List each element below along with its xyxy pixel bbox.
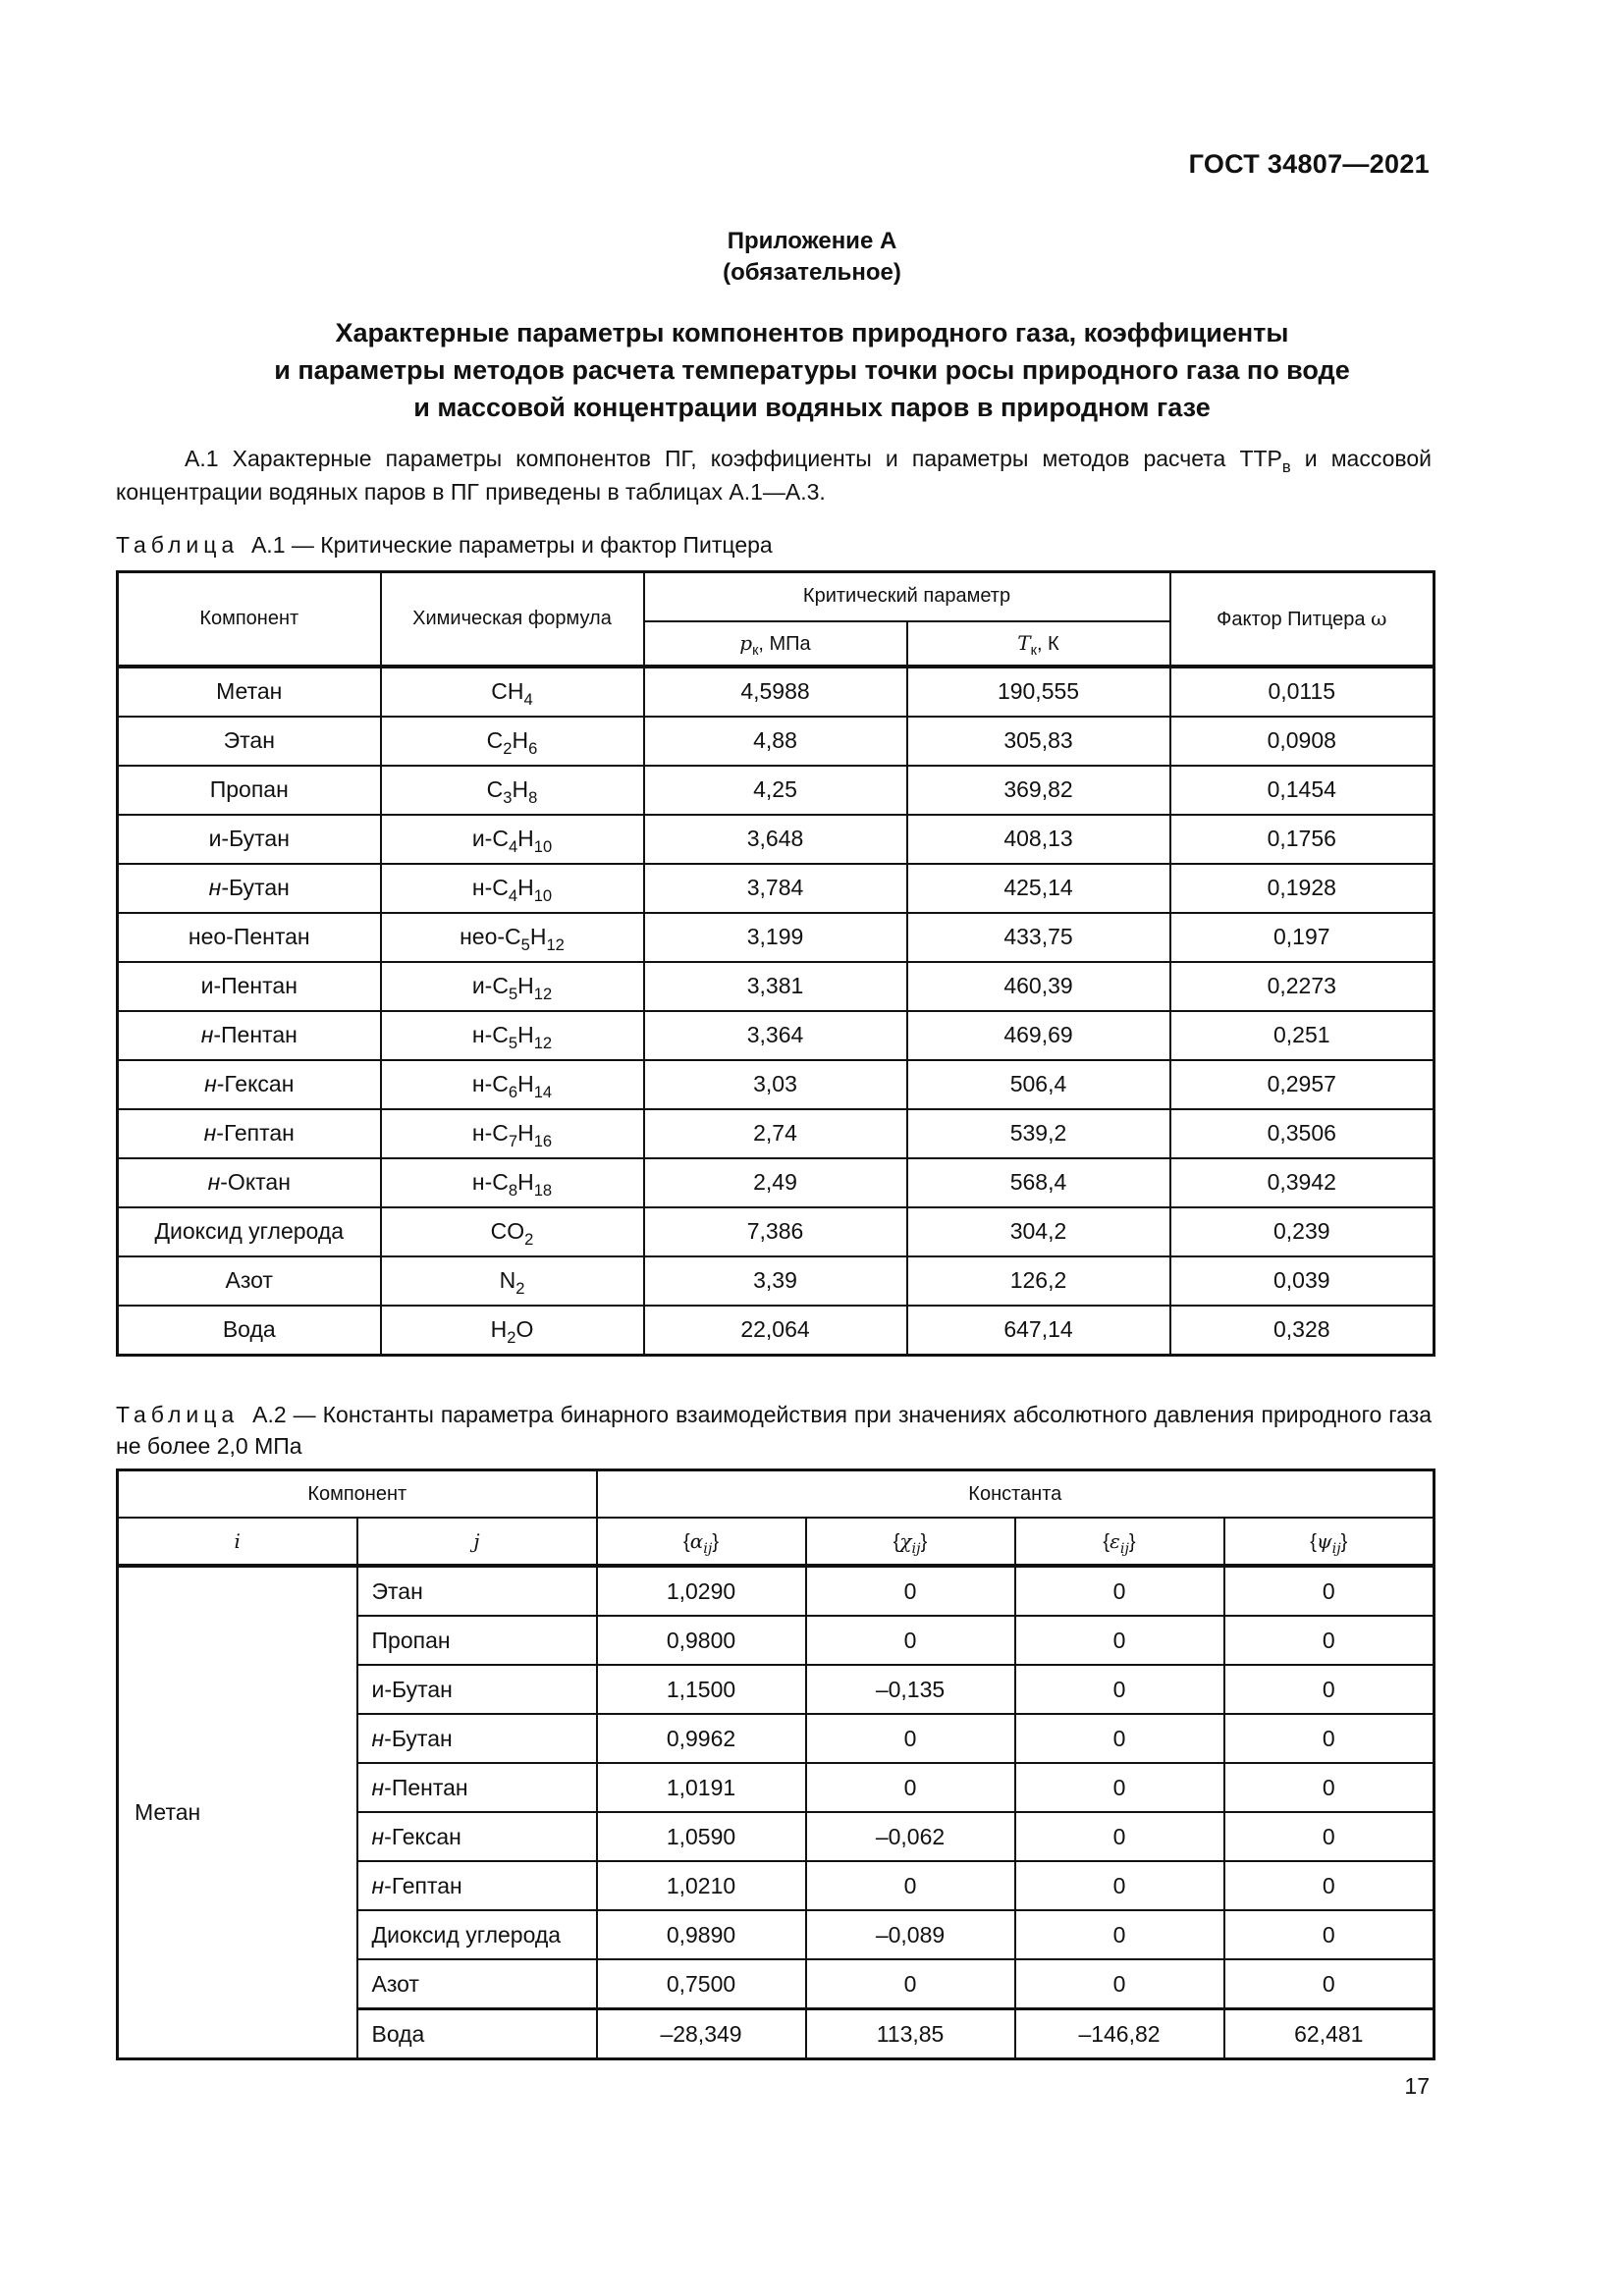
table2-caption: [116, 1399, 1432, 1462]
annex-status: (обязательное): [723, 259, 901, 286]
component-name: Этан: [371, 1577, 423, 1604]
table-row: [118, 1011, 1435, 1060]
omega-symbol: ω: [1371, 606, 1387, 630]
formula-subscript: 2: [507, 1327, 516, 1347]
formula-part: H: [512, 776, 529, 802]
table-caption-text: А.2 — Константы параметра бинарного взаимодействия при значениях абсолютного давления природного газа не более 2,0 МПа: [116, 1402, 1432, 1459]
cell-pitzer-factor: 0,0908: [1170, 717, 1435, 766]
formula-part: нео-C: [460, 924, 521, 949]
formula-part: н-C: [471, 1169, 509, 1195]
cell-critical-pressure: 3,381: [644, 962, 907, 1011]
formula-subscript: 4: [508, 836, 518, 856]
cell-chi: 0: [806, 1714, 1015, 1763]
cell-component-j: [357, 1763, 597, 1812]
cell-critical-temperature: 126,2: [907, 1256, 1170, 1306]
component-name: и-Бутан: [371, 1676, 453, 1702]
cell-epsilon: 0: [1015, 1910, 1224, 1959]
cell-pitzer-factor: 0,197: [1170, 913, 1435, 962]
cell-component-j: [357, 1566, 597, 1616]
component-prefix: н: [371, 1725, 385, 1751]
temperature-symbol: T: [1017, 630, 1031, 655]
component-name: -Гексан: [216, 1071, 295, 1096]
cell-alpha: 1,0590: [597, 1812, 806, 1861]
component-prefix: н: [203, 1120, 217, 1146]
cell-psi: 0: [1224, 1566, 1435, 1616]
header-chi: $\{\chi_{ij}\}$: [806, 1518, 1015, 1566]
intro-subscript: в: [1281, 456, 1291, 476]
component-name: и-Бутан: [208, 826, 290, 851]
component-name: Метан: [216, 678, 283, 704]
cell-critical-pressure: 7,386: [644, 1207, 907, 1256]
cell-alpha: 0,9890: [597, 1910, 806, 1959]
cell-formula: [381, 766, 644, 815]
i-symbol: i: [234, 1528, 241, 1553]
cell-pitzer-factor: 0,1928: [1170, 864, 1435, 913]
cell-epsilon: 0: [1015, 1566, 1224, 1616]
cell-critical-pressure: 2,74: [644, 1109, 907, 1158]
intro-text: и массовой концентрации водяных паров в ПГ приведены в таблицах А.1—А.3.: [116, 446, 1432, 505]
cell-epsilon: 0: [1015, 1616, 1224, 1665]
cell-critical-temperature: 433,75: [907, 913, 1170, 962]
table-caption-word: Таблица: [116, 532, 240, 558]
cell-component: [118, 815, 381, 864]
cell-chi: 113,85: [806, 2009, 1015, 2059]
table-row: [118, 815, 1435, 864]
cell-critical-temperature: 408,13: [907, 815, 1170, 864]
cell-formula: [381, 1306, 644, 1356]
component-name: -Гептан: [216, 1120, 295, 1146]
cell-component: [118, 864, 381, 913]
table-caption-text: А.1 — Критические параметры и фактор Питцера: [250, 532, 773, 558]
temperature-unit: , К: [1036, 632, 1059, 655]
cell-alpha: –28,349: [597, 2009, 806, 2059]
cell-component-j: [357, 1665, 597, 1714]
main-title-line: и параметры методов расчета температуры точки росы природного газа по воде: [274, 355, 1350, 385]
formula-part: O: [515, 1316, 534, 1342]
cell-pitzer-factor: 0,1454: [1170, 766, 1435, 815]
cell-formula: [381, 1109, 644, 1158]
cell-pitzer-factor: 0,3942: [1170, 1158, 1435, 1207]
component-name: -Гептан: [384, 1872, 462, 1898]
annex-title: Приложение А: [727, 228, 897, 254]
cell-critical-pressure: 4,88: [644, 717, 907, 766]
header-component: Компонент: [118, 572, 381, 667]
main-title: [0, 314, 1624, 426]
cell-formula: [381, 717, 644, 766]
formula-part: н-C: [471, 1071, 509, 1096]
cell-alpha: 0,7500: [597, 1959, 806, 2009]
main-title-line: и массовой концентрации водяных паров в природном газе: [413, 393, 1211, 422]
cell-alpha: 1,1500: [597, 1665, 806, 1714]
component-prefix: н: [200, 1022, 214, 1047]
cell-critical-pressure: 4,5988: [644, 667, 907, 717]
cell-psi: 0: [1224, 1861, 1435, 1910]
cell-component: [118, 667, 381, 717]
cell-formula: [381, 913, 644, 962]
cell-critical-pressure: 3,199: [644, 913, 907, 962]
formula-part: н-C: [471, 1022, 509, 1047]
cell-critical-temperature: 539,2: [907, 1109, 1170, 1158]
cell-pitzer-factor: 0,239: [1170, 1207, 1435, 1256]
formula-subscript: 3: [503, 787, 513, 807]
cell-chi: –0,089: [806, 1910, 1015, 1959]
header-epsilon: $\{\varepsilon_{ij}\}$: [1015, 1518, 1224, 1566]
header-critical-temperature: [907, 621, 1170, 667]
formula-part: C: [486, 776, 504, 802]
header-constant: Константа: [597, 1470, 1435, 1519]
table-row: [118, 717, 1435, 766]
cell-component: [118, 1207, 381, 1256]
formula-subscript: 2: [515, 1278, 525, 1298]
cell-formula: [381, 1256, 644, 1306]
cell-pitzer-factor: 0,1756: [1170, 815, 1435, 864]
component-name: -Пентан: [384, 1774, 468, 1800]
cell-critical-temperature: 190,555: [907, 667, 1170, 717]
table1-caption: [116, 529, 1432, 561]
cell-formula: [381, 815, 644, 864]
cell-psi: 0: [1224, 1616, 1435, 1665]
cell-formula: [381, 667, 644, 717]
component-prefix: н: [371, 1823, 385, 1849]
cell-psi: 0: [1224, 1910, 1435, 1959]
formula-subscript: 7: [508, 1131, 518, 1150]
formula-part: H: [529, 924, 547, 949]
cell-chi: 0: [806, 1861, 1015, 1910]
pressure-unit: , МПа: [758, 632, 811, 655]
cell-component-j: [357, 2009, 597, 2059]
formula-part: H: [517, 1120, 534, 1146]
cell-critical-temperature: 647,14: [907, 1306, 1170, 1356]
table-row: [118, 1109, 1435, 1158]
cell-critical-temperature: 369,82: [907, 766, 1170, 815]
cell-formula: [381, 1158, 644, 1207]
cell-alpha: 0,9800: [597, 1616, 806, 1665]
component-name: Этан: [223, 727, 275, 753]
cell-critical-temperature: 305,83: [907, 717, 1170, 766]
component-name: нео-Пентан: [188, 924, 310, 949]
component-prefix: н: [371, 1774, 385, 1800]
header-j: [357, 1518, 597, 1566]
cell-component-j: [357, 1714, 597, 1763]
table-row: [118, 1158, 1435, 1207]
cell-critical-temperature: 506,4: [907, 1060, 1170, 1109]
formula-part: CO: [490, 1218, 525, 1244]
formula-subscript: 5: [520, 934, 530, 954]
table-row: [118, 1207, 1435, 1256]
cell-epsilon: 0: [1015, 1959, 1224, 2009]
cell-alpha: 1,0191: [597, 1763, 806, 1812]
formula-subscript: 6: [528, 738, 538, 758]
table-caption-word: Таблица: [116, 1402, 240, 1427]
psi-symbol: ψ: [1316, 1528, 1332, 1553]
j-symbol: j: [473, 1528, 480, 1553]
cell-pitzer-factor: 0,2957: [1170, 1060, 1435, 1109]
component-name: -Пентан: [213, 1022, 298, 1047]
cell-formula: [381, 1060, 644, 1109]
formula-part: и-C: [471, 826, 509, 851]
formula-subscript: 10: [533, 885, 553, 905]
temperature-subscript: к: [1030, 642, 1037, 659]
cell-chi: 0: [806, 1616, 1015, 1665]
cell-critical-pressure: 3,784: [644, 864, 907, 913]
alpha-symbol: α: [689, 1528, 704, 1553]
formula-part: C: [486, 727, 504, 753]
component-name: -Бутан: [221, 875, 290, 900]
component-name: Пропан: [209, 776, 289, 802]
ij-subscript: ij: [911, 1540, 921, 1557]
formula-subscript: 12: [533, 984, 553, 1003]
table-row: [118, 913, 1435, 962]
cell-psi: 0: [1224, 1714, 1435, 1763]
formula-subscript: 8: [508, 1180, 518, 1200]
cell-formula: [381, 1207, 644, 1256]
formula-subscript: 4: [523, 689, 533, 709]
ij-subscript: ij: [703, 1540, 713, 1557]
header-critical-pressure: [644, 621, 907, 667]
table-row: [118, 1306, 1435, 1356]
cell-component: [118, 1060, 381, 1109]
table-row: [118, 1566, 1435, 1616]
header-component: Компонент: [118, 1470, 597, 1519]
component-name: и-Пентан: [200, 973, 298, 998]
intro-paragraph: [116, 442, 1432, 508]
formula-part: и-C: [471, 973, 509, 998]
cell-epsilon: 0: [1015, 1714, 1224, 1763]
formula-subscript: 8: [528, 787, 538, 807]
cell-critical-temperature: 304,2: [907, 1207, 1170, 1256]
annex-heading: [0, 226, 1624, 289]
cell-critical-pressure: 3,364: [644, 1011, 907, 1060]
component-name: Диоксид углерода: [371, 1921, 562, 1948]
cell-chi: 0: [806, 1763, 1015, 1812]
cell-chi: 0: [806, 1566, 1015, 1616]
cell-component: [118, 1256, 381, 1306]
ij-subscript: ij: [1119, 1540, 1129, 1557]
cell-critical-pressure: 4,25: [644, 766, 907, 815]
formula-part: H: [517, 1071, 534, 1096]
cell-component-j: [357, 1959, 597, 2009]
cell-formula: [381, 962, 644, 1011]
cell-epsilon: –146,82: [1015, 2009, 1224, 2059]
ij-subscript: ij: [1331, 1540, 1341, 1557]
component-name: -Гексан: [384, 1823, 461, 1849]
cell-pitzer-factor: 0,328: [1170, 1306, 1435, 1356]
table-row: [118, 962, 1435, 1011]
cell-component: [118, 1306, 381, 1356]
cell-alpha: 0,9962: [597, 1714, 806, 1763]
component-name: Диоксид углерода: [154, 1218, 345, 1244]
cell-pitzer-factor: 0,251: [1170, 1011, 1435, 1060]
component-name: Азот: [371, 1970, 419, 1997]
formula-subscript: 12: [546, 934, 565, 954]
cell-epsilon: 0: [1015, 1812, 1224, 1861]
page-number: 17: [1404, 2073, 1430, 2099]
header-pitzer-factor: [1170, 572, 1435, 667]
cell-component-j: [357, 1616, 597, 1665]
cell-alpha: 1,0210: [597, 1861, 806, 1910]
main-title-line: Характерные параметры компонентов природного газа, коэффициенты: [335, 318, 1289, 347]
cell-pitzer-factor: 0,3506: [1170, 1109, 1435, 1158]
cell-epsilon: 0: [1015, 1763, 1224, 1812]
cell-psi: 0: [1224, 1959, 1435, 2009]
cell-psi: 0: [1224, 1665, 1435, 1714]
table-row: [118, 1256, 1435, 1306]
formula-part: н-C: [471, 875, 509, 900]
formula-part: H: [517, 973, 534, 998]
cell-epsilon: 0: [1015, 1861, 1224, 1910]
cell-component: [118, 766, 381, 815]
cell-epsilon: 0: [1015, 1665, 1224, 1714]
formula-subscript: 14: [533, 1082, 553, 1101]
component-name: Пропан: [371, 1627, 451, 1653]
formula-subscript: 2: [503, 738, 513, 758]
formula-part: H: [517, 1169, 534, 1195]
component-name: Азот: [225, 1267, 273, 1293]
cell-critical-pressure: 2,49: [644, 1158, 907, 1207]
cell-formula: [381, 864, 644, 913]
cell-critical-temperature: 460,39: [907, 962, 1170, 1011]
cell-component-j: [357, 1910, 597, 1959]
formula-part: н-C: [471, 1120, 509, 1146]
formula-part: N: [499, 1267, 516, 1293]
cell-component: [118, 1158, 381, 1207]
component-prefix: н: [204, 1071, 217, 1096]
component-prefix: н: [207, 1169, 221, 1195]
cell-component: [118, 1109, 381, 1158]
cell-formula: [381, 1011, 644, 1060]
formula-part: H: [517, 875, 534, 900]
cell-component: [118, 1011, 381, 1060]
cell-pitzer-factor: 0,2273: [1170, 962, 1435, 1011]
formula-part: H: [507, 678, 524, 704]
chi-symbol: χ: [899, 1528, 912, 1553]
header-pitzer-label: Фактор Питцера: [1217, 608, 1366, 630]
cell-psi: 0: [1224, 1812, 1435, 1861]
cell-chi: –0,062: [806, 1812, 1015, 1861]
component-name: -Октан: [220, 1169, 291, 1195]
cell-chi: 0: [806, 1959, 1015, 2009]
cell-component: [118, 717, 381, 766]
formula-subscript: 12: [533, 1033, 553, 1052]
document-code: ГОСТ 34807—2021: [1188, 149, 1430, 179]
formula-subscript: 18: [533, 1180, 553, 1200]
component-name: -Бутан: [384, 1725, 453, 1751]
cell-component-j: [357, 1861, 597, 1910]
cell-component-j: [357, 1812, 597, 1861]
cell-critical-pressure: 22,064: [644, 1306, 907, 1356]
component-name: Вода: [371, 2020, 425, 2047]
cell-critical-pressure: 3,39: [644, 1256, 907, 1306]
binary-interaction-table: [116, 1468, 1435, 2060]
cell-critical-pressure: 3,648: [644, 815, 907, 864]
header-psi: $\{\psi_{ij}\}$: [1224, 1518, 1435, 1566]
formula-subscript: 16: [533, 1131, 553, 1150]
pressure-symbol: p: [739, 630, 753, 655]
cell-critical-temperature: 425,14: [907, 864, 1170, 913]
cell-psi: 62,481: [1224, 2009, 1435, 2059]
formula-subscript: 5: [508, 984, 518, 1003]
formula-part: H: [512, 727, 529, 753]
formula-subscript: 5: [508, 1033, 518, 1052]
component-prefix: н: [208, 875, 222, 900]
pressure-subscript: к: [752, 642, 759, 659]
formula-part: H: [490, 1316, 508, 1342]
formula-subscript: 2: [524, 1229, 534, 1249]
cell-component: [118, 962, 381, 1011]
component-prefix: н: [371, 1872, 385, 1898]
critical-parameters-table: [116, 570, 1435, 1357]
table-row: [118, 864, 1435, 913]
cell-critical-temperature: 568,4: [907, 1158, 1170, 1207]
cell-critical-pressure: 3,03: [644, 1060, 907, 1109]
cell-psi: 0: [1224, 1763, 1435, 1812]
table-row: [118, 667, 1435, 717]
cell-component-i: Метан: [118, 1566, 357, 2059]
cell-chi: –0,135: [806, 1665, 1015, 1714]
formula-part: H: [517, 1022, 534, 1047]
formula-subscript: 10: [533, 836, 553, 856]
component-name: Вода: [222, 1316, 276, 1342]
table-row: [118, 766, 1435, 815]
formula-subscript: 4: [508, 885, 518, 905]
cell-component: [118, 913, 381, 962]
cell-pitzer-factor: 0,0115: [1170, 667, 1435, 717]
table-row: [118, 1060, 1435, 1109]
cell-critical-temperature: 469,69: [907, 1011, 1170, 1060]
formula-subscript: 6: [508, 1082, 518, 1101]
formula-part: C: [491, 678, 508, 704]
cell-pitzer-factor: 0,039: [1170, 1256, 1435, 1306]
header-critical-parameter: Критический параметр: [644, 572, 1170, 621]
intro-text: А.1 Характерные параметры компонентов ПГ, коэффициенты и параметры методов расчета ТТР: [185, 446, 1282, 471]
header-i: [118, 1518, 357, 1566]
header-alpha: $\{\alpha_{ij}\}$: [597, 1518, 806, 1566]
cell-alpha: 1,0290: [597, 1566, 806, 1616]
formula-part: H: [517, 826, 534, 851]
epsilon-symbol: ε: [1110, 1528, 1120, 1553]
header-formula: Химическая формула: [381, 572, 644, 667]
